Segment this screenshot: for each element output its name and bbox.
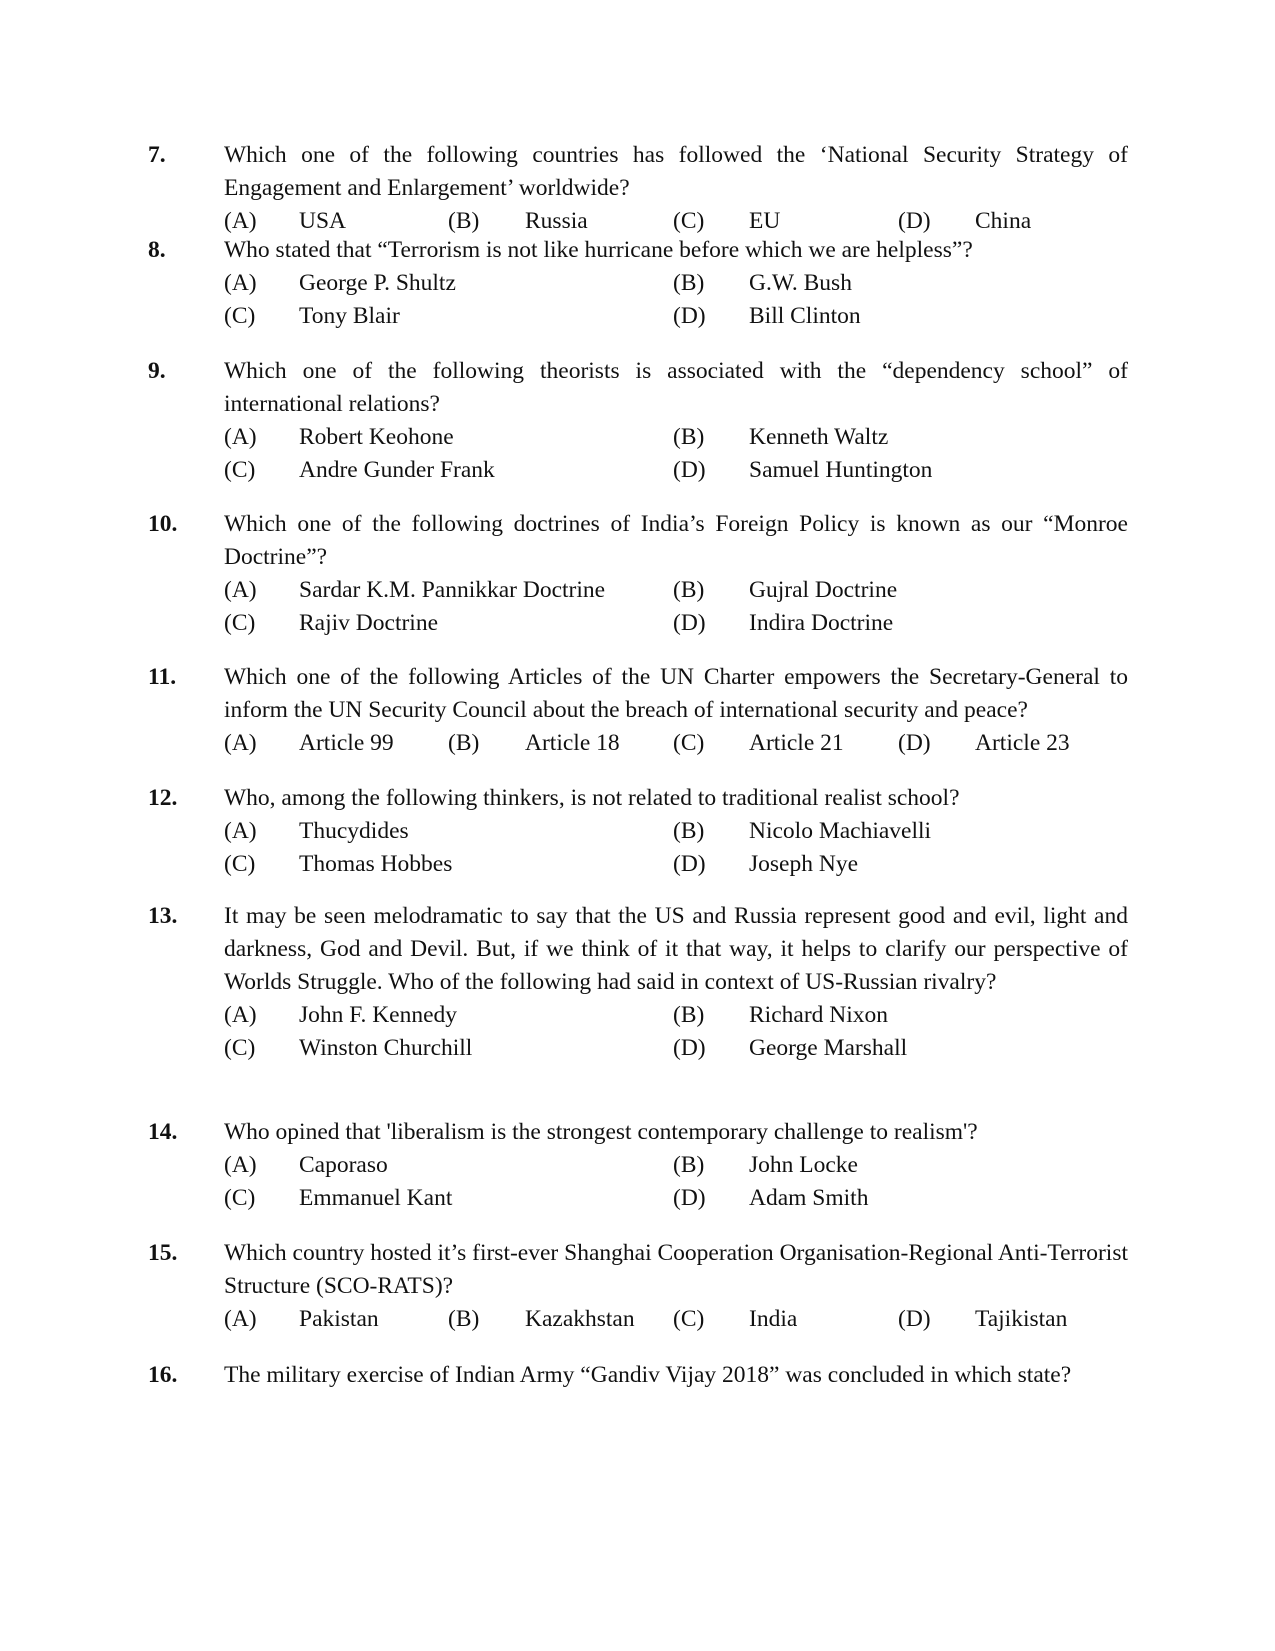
option-letter: (B) (673, 1152, 705, 1178)
options-row (224, 815, 1128, 848)
option-letter: (A) (224, 818, 257, 844)
option-text: George P. Shultz (299, 270, 456, 296)
option-text: Kenneth Waltz (749, 424, 889, 450)
option-text: Bill Clinton (749, 303, 861, 329)
option-text: Pakistan (299, 1306, 379, 1332)
option-text: Adam Smith (749, 1185, 869, 1211)
question-9 (148, 355, 1128, 487)
option-letter: (D) (673, 303, 706, 329)
option-text: Indira Doctrine (749, 610, 894, 636)
option-text: Tajikistan (975, 1306, 1068, 1332)
question-stem: Who, among the following thinkers, is not related to traditional realist school? (224, 785, 960, 811)
options-row (224, 421, 1128, 454)
option-text: Article 23 (975, 730, 1070, 756)
option-text: Richard Nixon (749, 1002, 889, 1028)
option-letter: (A) (224, 1002, 257, 1028)
option-text: Nicolo Machiavelli (749, 818, 932, 844)
option-text: USA (299, 208, 347, 234)
option-letter: (A) (224, 208, 257, 234)
option-text: Rajiv Doctrine (299, 610, 439, 636)
question-number: 9. (148, 358, 166, 384)
option-letter: (D) (898, 1306, 931, 1332)
option-text: John F. Kennedy (299, 1002, 458, 1028)
option-text: Article 21 (749, 730, 844, 756)
question-10 (148, 508, 1128, 640)
question-stem: Which one of the following theorists is associated with the “dependency school” of international relations? (224, 358, 1128, 417)
option-letter: (D) (898, 208, 931, 234)
question-stem: Which one of the following doctrines of India’s Foreign Policy is known as our “Monroe Doctrine”? (224, 511, 1128, 570)
question-12 (148, 782, 1128, 881)
question-16 (148, 1359, 1128, 1392)
option-letter: (D) (673, 610, 706, 636)
option-letter: (A) (224, 1152, 257, 1178)
question-stem: Who opined that 'liberalism is the strongest contemporary challenge to realism'? (224, 1119, 978, 1145)
question-14 (148, 1116, 1128, 1215)
options-row (224, 999, 1128, 1032)
question-number: 8. (148, 237, 166, 263)
option-text: Kazakhstan (525, 1306, 635, 1332)
option-letter: (B) (448, 730, 480, 756)
question-11 (148, 661, 1128, 760)
option-letter: (C) (224, 303, 256, 329)
option-text: Caporaso (299, 1152, 388, 1178)
question-stem: Who stated that “Terrorism is not like hurricane before which we are helpless”? (224, 237, 973, 263)
option-letter: (D) (898, 730, 931, 756)
options-row (224, 454, 1128, 487)
options-row (224, 1149, 1128, 1182)
option-text: G.W. Bush (749, 270, 852, 296)
option-letter: (B) (673, 577, 705, 603)
option-letter: (D) (673, 457, 706, 483)
question-stem: The military exercise of Indian Army “Gandiv Vijay 2018” was concluded in which state? (224, 1362, 1072, 1388)
question-7 (148, 139, 1128, 238)
question-stem: Which one of the following countries has followed the ‘National Security Strategy of Engagement and Enlargement’ worldwide? (224, 142, 1128, 201)
option-letter: (B) (673, 818, 705, 844)
option-letter: (A) (224, 1306, 257, 1332)
options-row (224, 727, 1128, 760)
option-text: Winston Churchill (299, 1035, 473, 1061)
options-row (224, 1303, 1128, 1336)
question-number: 10. (148, 511, 178, 537)
options-row (224, 848, 1128, 881)
option-text: Robert Keohone (299, 424, 454, 450)
option-letter: (B) (673, 1002, 705, 1028)
option-text: John Locke (749, 1152, 858, 1178)
options-row (224, 267, 1128, 300)
option-text: Sardar K.M. Pannikkar Doctrine (299, 577, 606, 603)
option-letter: (D) (673, 1185, 706, 1211)
option-text: EU (749, 208, 781, 234)
option-letter: (A) (224, 270, 257, 296)
option-letter: (A) (224, 424, 257, 450)
option-text: India (749, 1306, 798, 1332)
question-number: 7. (148, 142, 166, 168)
option-text: Article 18 (525, 730, 620, 756)
option-letter: (C) (673, 208, 705, 234)
option-letter: (A) (224, 730, 257, 756)
option-letter: (D) (673, 851, 706, 877)
question-number: 16. (148, 1362, 178, 1388)
option-letter: (C) (673, 730, 705, 756)
option-letter: (C) (224, 1035, 256, 1061)
option-letter: (C) (673, 1306, 705, 1332)
question-number: 14. (148, 1119, 178, 1145)
option-letter: (D) (673, 1035, 706, 1061)
option-text: China (975, 208, 1032, 234)
option-text: Emmanuel Kant (299, 1185, 453, 1211)
option-letter: (B) (673, 424, 705, 450)
option-letter: (A) (224, 577, 257, 603)
option-letter: (C) (224, 610, 256, 636)
options-row (224, 300, 1128, 333)
options-row (224, 607, 1128, 640)
option-text: Joseph Nye (749, 851, 858, 877)
question-stem: Which one of the following Articles of the UN Charter empowers the Secretary-General to inform the UN Security Council about the breach of international security and peace? (224, 664, 1128, 723)
question-15 (148, 1237, 1128, 1336)
options-row (224, 1182, 1128, 1215)
option-text: George Marshall (749, 1035, 908, 1061)
option-letter: (B) (448, 1306, 480, 1332)
options-row (224, 574, 1128, 607)
question-8 (148, 234, 1128, 333)
options-row (224, 1032, 1128, 1065)
option-text: Samuel Huntington (749, 457, 933, 483)
option-text: Thomas Hobbes (299, 851, 453, 877)
option-letter: (B) (673, 270, 705, 296)
option-text: Gujral Doctrine (749, 577, 898, 603)
question-stem: Which country hosted it’s first-ever Shanghai Cooperation Organisation-Regional Anti-Terrorist Structure (SCO-RATS)? (224, 1240, 1128, 1299)
option-letter: (B) (448, 208, 480, 234)
option-text: Tony Blair (299, 303, 400, 329)
option-text: Article 99 (299, 730, 394, 756)
question-number: 12. (148, 785, 178, 811)
option-text: Thucydides (299, 818, 409, 844)
option-letter: (C) (224, 457, 256, 483)
option-letter: (C) (224, 1185, 256, 1211)
option-text: Andre Gunder Frank (299, 457, 495, 483)
option-text: Russia (525, 208, 588, 234)
question-13 (148, 900, 1128, 1065)
option-letter: (C) (224, 851, 256, 877)
question-number: 15. (148, 1240, 178, 1266)
question-number: 13. (148, 903, 178, 929)
question-number: 11. (148, 664, 177, 690)
question-stem: It may be seen melodramatic to say that the US and Russia represent good and evil, light and darkness, God and Devil. But, if we think of it that way, it helps to clarify our perspective of Worlds Struggle. Who of the following had said in context of US-Russian rivalry? (224, 903, 1128, 995)
